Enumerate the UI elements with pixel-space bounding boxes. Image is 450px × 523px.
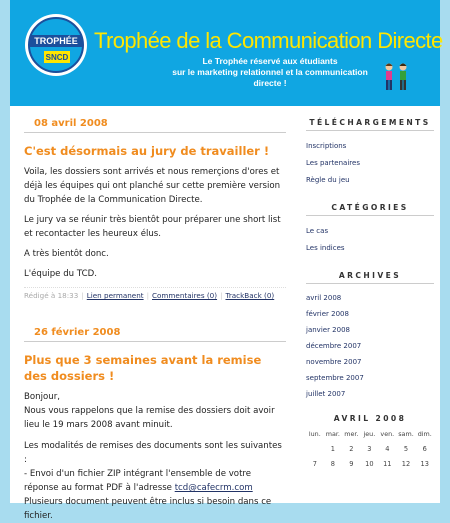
calendar-day: 5 [403,444,409,453]
categories-list [306,227,434,252]
categories-heading: CATÉGORIES [306,203,434,216]
calendar-day: 7 [312,459,317,468]
calendar-day: 10 [365,459,374,468]
calendar-day: 3 [367,444,372,453]
sidebar-link-partenaires[interactable]: Les partenaires [306,159,360,167]
calendar-day: 6 [422,444,427,453]
post-title[interactable]: C'est désormais au jury de travailler ! [24,144,270,158]
site-header [10,0,443,106]
post-date: 26 février 2008 [24,327,286,342]
calendar-day: 1 [330,444,335,453]
archive-link[interactable]: avril 2008 [306,294,342,302]
email-link[interactable]: tcd@cafecrm.com [174,483,253,493]
weekday-label: mer. [344,430,359,438]
calendar-weekdays [306,427,434,441]
calendar-week [306,441,434,456]
calendar-day: 13 [420,459,429,468]
post-date: 08 avril 2008 [24,118,286,133]
calendar-day: 2 [349,444,354,453]
archives-list [306,294,434,398]
post-body [24,165,286,281]
site-tagline [160,56,380,89]
page [10,0,443,521]
post-line-text: - Envoi d'un fichier ZIP intégrant l'ensemble de votre réponse au format PDF à l'adresse [24,469,252,493]
archive-link[interactable]: décembre 2007 [306,342,362,350]
weekday-label: lun. [308,430,321,438]
post-line: Bonjour, [24,392,60,402]
sidebar-link-inscriptions[interactable]: Inscriptions [306,142,347,150]
downloads-heading: TÉLÉCHARGEMENTS [306,118,434,131]
calendar [306,427,434,471]
calendar-day: 9 [349,459,354,468]
calendar-week [306,456,434,471]
weekday-label: dim. [417,430,432,438]
sidebar-link-le-cas[interactable]: Le cas [306,227,329,235]
post-line: Les modalités de remises des documents sont les suivantes : [24,441,282,465]
calendar-day [306,441,324,456]
archive-link[interactable]: novembre 2007 [306,358,362,366]
post-paragraph: A très bientôt donc. [24,249,109,259]
calendar-day: 11 [383,459,392,468]
main-content [24,118,286,523]
logo-text-trophee: TROPHÉE [34,36,78,46]
calendar-day[interactable]: 8 [330,459,335,468]
post-paragraph: L'équipe du TCD. [24,269,97,279]
tagline-line-1: Le Trophée réservé aux étudiants [202,56,338,66]
post-footer: Rédigé à 18:33 | Lien permanent | Commentaires (0) | TrackBack (0) [24,287,286,300]
calendar-day: 12 [401,459,411,468]
post-time: Rédigé à 18:33 [24,291,79,300]
sidebar [306,118,434,471]
post-line: Nous vous rappelons que la remise des dossiers doit avoir lieu le 19 mars 2008 avant minuit. [24,406,275,430]
weekday-label: jeu. [363,430,376,438]
sidebar-link-les-indices[interactable]: Les indices [306,244,345,252]
people-illustration-icon [376,62,416,92]
downloads-list [306,142,434,184]
sidebar-link-regle[interactable]: Règle du jeu [306,176,350,184]
site-title[interactable]: Trophée de la Communication Directe [94,28,443,53]
archive-link[interactable]: janvier 2008 [306,326,350,334]
trophee-logo[interactable] [24,13,88,77]
calendar-day: 4 [385,444,390,453]
archives-heading: ARCHIVES [306,271,434,284]
logo-text-sncd: SNCD [45,53,69,62]
weekday-label: ven. [380,430,395,438]
archive-link[interactable]: septembre 2007 [306,374,364,382]
weekday-label: sam. [398,430,414,438]
tagline-line-2: sur le marketing relationnel et la communication directe ! [172,67,368,88]
archive-link[interactable]: février 2008 [306,310,349,318]
weekday-label: mar. [325,430,340,438]
permalink-link[interactable]: Lien permanent [86,291,144,300]
post-paragraph: Le jury va se réunir très bientôt pour préparer une short list et recontacter les heureux élus. [24,215,281,239]
post-body [24,390,286,523]
trackback-link[interactable]: TrackBack (0) [225,291,275,300]
comments-link[interactable]: Commentaires (0) [152,291,218,300]
post-title[interactable]: Plus que 3 semaines avant la remise des dossiers ! [24,353,262,383]
archive-link[interactable]: juillet 2007 [306,390,346,398]
post-line: Plusieurs document peuvent être inclus si besoin dans ce fichier. [24,497,272,521]
calendar-heading: AVRIL 2008 [333,414,407,423]
post-paragraph: Voila, les dossiers sont arrivés et nous remerçions d'ores et déjà les équipes qui ont planché sur cette première version du Trophée de la Communication Directe. [24,167,281,205]
post-line [24,467,286,495]
